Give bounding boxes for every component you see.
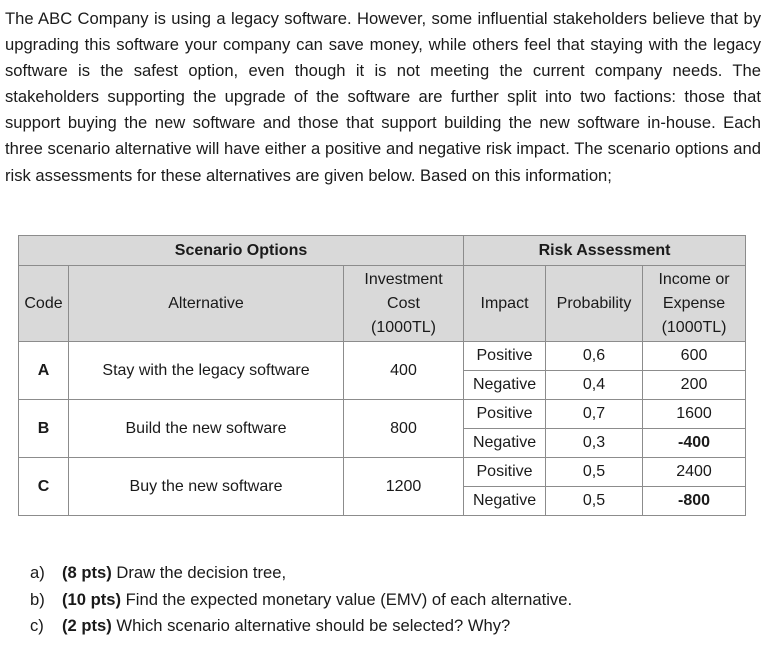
investment-cell: 800 bbox=[344, 400, 464, 458]
probability-cell: 0,4 bbox=[546, 371, 643, 400]
income-cell: 600 bbox=[643, 342, 746, 371]
table-row-c-positive bbox=[19, 458, 746, 487]
question-b bbox=[30, 587, 572, 614]
investment-cell: 1200 bbox=[344, 458, 464, 516]
income-column-header bbox=[643, 266, 746, 342]
income-cell: 1600 bbox=[643, 400, 746, 429]
income-header-line-1: Income or bbox=[658, 270, 730, 288]
risk-assessment-header: Risk Assessment bbox=[464, 236, 746, 266]
table-row-b-positive bbox=[19, 400, 746, 429]
alternative-cell: Build the new software bbox=[69, 400, 344, 458]
alternative-cell: Stay with the legacy software bbox=[69, 342, 344, 400]
investment-header-line-1: Investment bbox=[364, 270, 443, 288]
code-column-header: Code bbox=[19, 266, 69, 342]
income-cell: 2400 bbox=[643, 458, 746, 487]
impact-column-header: Impact bbox=[464, 266, 546, 342]
impact-cell: Negative bbox=[464, 487, 546, 516]
question-points: (2 pts) bbox=[62, 616, 112, 635]
question-text: Draw the decision tree, bbox=[116, 563, 287, 582]
impact-cell: Negative bbox=[464, 429, 546, 458]
question-text: Which scenario alternative should be selected? Why? bbox=[116, 616, 511, 635]
question-letter: b) bbox=[30, 589, 45, 609]
question-points: (8 pts) bbox=[62, 563, 112, 582]
income-cell: -800 bbox=[643, 487, 746, 516]
income-header-line-2: Expense bbox=[662, 294, 726, 312]
intro-paragraph: The ABC Company is using a legacy software. However, some influential stakeholders believe that by upgrading this software your company can save money, while others feel that staying with the legacy software is the safest option, even though it is not meeting the current company needs. The stakeholders supporting the upgrade of the software are further split into two factions: those that support buying the new software and those that support building the new software in-house. Each three scenario alternative will have either a positive and negative risk impact. The scenario options and risk assessments for these alternatives are given below. Based on this information; bbox=[5, 9, 761, 185]
probability-cell: 0,3 bbox=[546, 429, 643, 458]
income-cell: 200 bbox=[643, 371, 746, 400]
impact-cell: Positive bbox=[464, 400, 546, 429]
table-row-a-positive bbox=[19, 342, 746, 371]
impact-cell: Negative bbox=[464, 371, 546, 400]
probability-column-header: Probability bbox=[546, 266, 643, 342]
question-a bbox=[30, 560, 572, 587]
investment-column-header bbox=[344, 266, 464, 342]
question-text: Find the expected monetary value (EMV) of each alternative. bbox=[125, 589, 573, 609]
income-header-line-3: (1000TL) bbox=[661, 318, 727, 336]
income-cell: -400 bbox=[643, 429, 746, 458]
scenario-table bbox=[18, 235, 746, 516]
impact-cell: Positive bbox=[464, 458, 546, 487]
probability-cell: 0,6 bbox=[546, 342, 643, 371]
investment-header-line-3: (1000TL) bbox=[371, 318, 436, 336]
code-cell: B bbox=[19, 400, 69, 458]
question-list bbox=[30, 560, 572, 640]
question-points: (10 pts) bbox=[62, 589, 122, 609]
probability-cell: 0,5 bbox=[546, 458, 643, 487]
probability-cell: 0,5 bbox=[546, 487, 643, 516]
code-cell: C bbox=[19, 458, 69, 516]
alternative-column-header: Alternative bbox=[69, 266, 344, 342]
question-letter: c) bbox=[30, 616, 44, 635]
table-column-header-row bbox=[19, 266, 746, 342]
question-letter: a) bbox=[30, 563, 45, 582]
question-c bbox=[30, 613, 572, 640]
alternative-cell: Buy the new software bbox=[69, 458, 344, 516]
scenario-options-header: Scenario Options bbox=[19, 236, 464, 266]
impact-cell: Positive bbox=[464, 342, 546, 371]
code-cell: A bbox=[19, 342, 69, 400]
probability-cell: 0,7 bbox=[546, 400, 643, 429]
investment-cell: 400 bbox=[344, 342, 464, 400]
table-group-header-row bbox=[19, 236, 746, 266]
investment-header-line-2: Cost bbox=[387, 294, 420, 312]
